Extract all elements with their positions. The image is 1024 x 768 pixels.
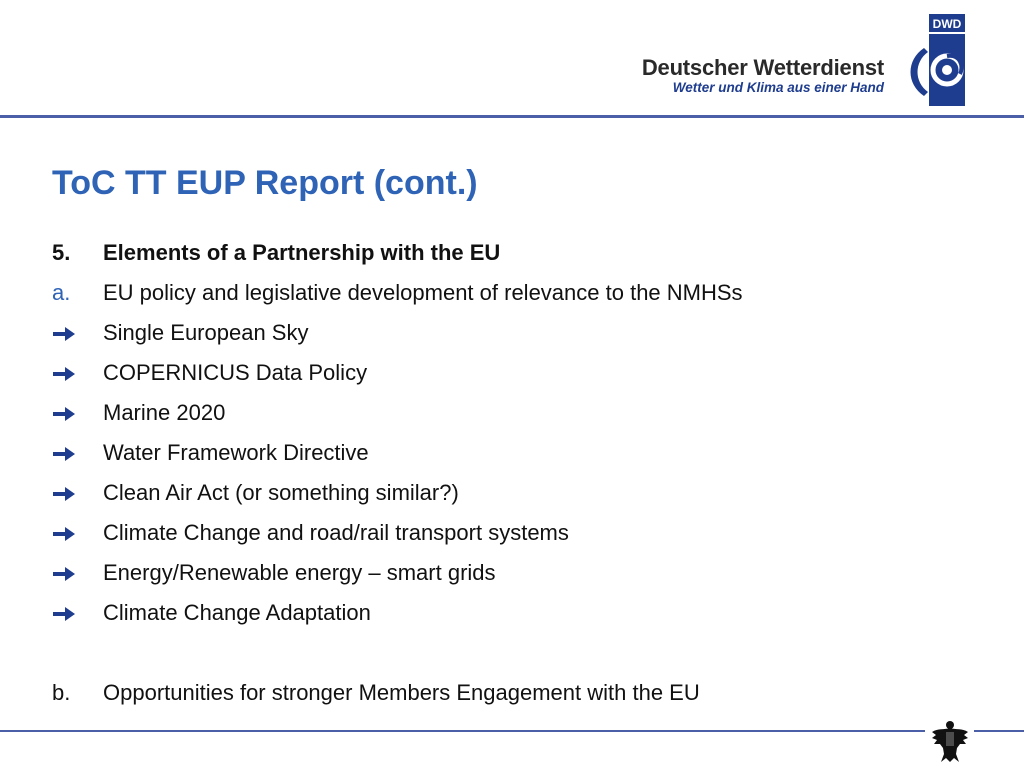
arrow-right-icon: [52, 485, 76, 503]
list-item: [52, 356, 1012, 396]
arrow-right-icon: [52, 405, 76, 423]
dwd-logo-icon: [904, 14, 974, 106]
list-item-text: Single European Sky: [103, 320, 309, 345]
list-item: [52, 396, 1012, 436]
org-name-block: [642, 56, 884, 96]
arrow-right-icon: [52, 365, 76, 383]
list-item-text: Climate Change Adaptation: [103, 600, 371, 625]
content-list: [52, 236, 1012, 716]
arrow-right-icon: [52, 525, 76, 543]
list-item-text: Energy/Renewable energy – smart grids: [103, 560, 496, 585]
item-a-text: EU policy and legislative development of relevance to the NMHSs: [103, 280, 743, 305]
list-item: [52, 596, 1012, 636]
list-item-a: [52, 276, 1012, 316]
section-heading-text: Elements of a Partnership with the EU: [103, 240, 501, 265]
list-item: [52, 476, 1012, 516]
list-item-text: Water Framework Directive: [103, 440, 369, 465]
list-item: [52, 556, 1012, 596]
arrow-right-icon: [52, 565, 76, 583]
list-item-text: Marine 2020: [103, 400, 226, 425]
section-number: 5.: [52, 240, 71, 265]
list-item-text: Clean Air Act (or something similar?): [103, 480, 459, 505]
section-heading: [52, 236, 1012, 276]
item-b-marker: b.: [52, 680, 71, 705]
list-item-text: COPERNICUS Data Policy: [103, 360, 368, 385]
header-divider: [0, 115, 1024, 118]
arrow-right-icon: [52, 325, 76, 343]
list-item-text: Climate Change and road/rail transport systems: [103, 520, 569, 545]
item-b-text: Opportunities for stronger Members Engagement with the EU: [103, 680, 700, 705]
org-name: Deutscher Wetterdienst: [641, 55, 884, 80]
list-spacer: [52, 636, 1012, 676]
federal-eagle-icon: [930, 718, 970, 764]
footer-divider-right: [974, 730, 1024, 732]
arrow-right-icon: [52, 605, 76, 623]
item-a-marker: a.: [52, 280, 71, 305]
arrow-right-icon: [52, 445, 76, 463]
footer-divider: [0, 730, 925, 732]
list-item: [52, 436, 1012, 476]
list-item: [52, 516, 1012, 556]
list-item: [52, 316, 1012, 356]
list-item-b: [52, 676, 1012, 716]
org-tagline: Wetter und Klima aus einer Hand: [672, 80, 884, 95]
logo-badge-text: DWD: [932, 17, 962, 31]
slide-title: ToC TT EUP Report (cont.): [52, 164, 478, 202]
